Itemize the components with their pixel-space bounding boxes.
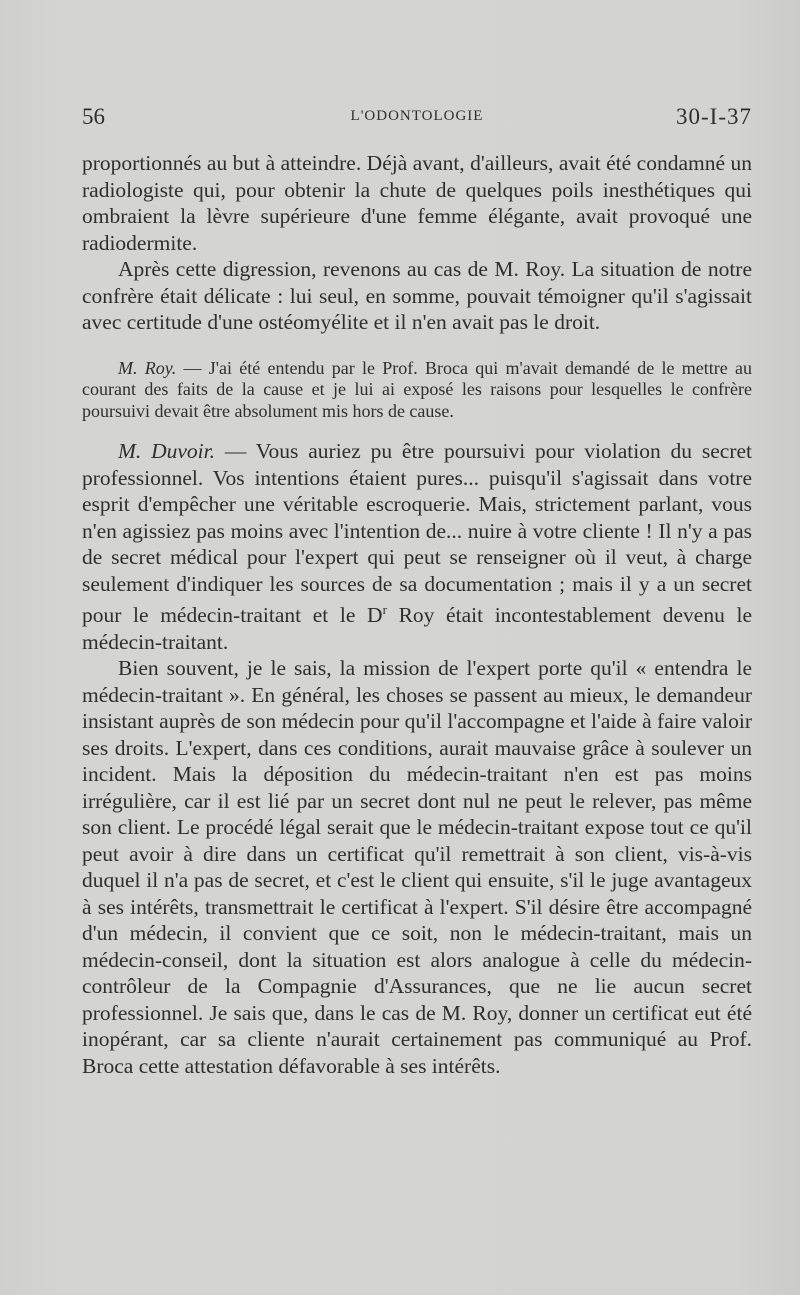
- paragraph-2: Après cette digression, revenons au cas de M. Roy. La situation de notre confrère était délicate : lui seul, en somme, pouvait témoigner qu'il s'agissait avec certitude d'une ostéomyélite et il n'en avait pas le droit.: [82, 257, 752, 334]
- duvoir-statement-b: Roy était incontestablement devenu le médecin-traitant.: [82, 603, 753, 654]
- issue-date: 30-I-37: [676, 104, 752, 129]
- running-header: [82, 104, 752, 132]
- paragraph-5: Bien souvent, je le sais, la mission de l'expert porte qu'il « entendra le médecin-traitant ». En général, les choses se passent au mieux, le demandeur insistant auprès de son médecin pour qu'il l'accompagne et l'aide à faire valoir ses droits. L'expert, dans ces conditions, aurait mauvaise grâce à soulever un incident. Mais la déposition du médecin-traitant n'en est pas moins irrégulière, car il est lié par un secret dont nul ne peut le relever, pas même son client. Le procédé légal serait que le médecin-traitant expose tout ce qu'il peut avoir à dire dans un certificat qu'il remettrait à son client, vis-à-vis duquel il n'a pas de secret, et c'est le client qui ensuite, s'il le juge avantageux à ses intérêts, transmettrait le certificat à l'expert. S'il désire être accompagné d'un médecin, il convient que ce soit, non le médecin-traitant, mais un médecin-conseil, dont la situation est alors analogue à celle du médecin-contrôleur de la Compagnie d'Assurances, que ne lie aucun secret professionnel. Je sais que, dans le cas de M. Roy, donner un certificat eut été inopérant, car sa cliente n'aurait certainement pas communiqué au Prof. Broca cette attestation défavorable à ses intérêts.: [82, 656, 752, 1078]
- paragraph-1: proportionnés au but à atteindre. Déjà avant, d'ailleurs, avait été condamné un radiologiste qui, pour obtenir la chute de quelques poils inesthétiques qui ombraient la lèvre supérieure d'une femme élégante, avait provoqué une radiodermite.: [82, 151, 752, 255]
- paragraph-duvoir: [82, 438, 752, 655]
- journal-title: L'ODONTOLOGIE: [350, 108, 484, 124]
- doctor-abbrev-sup: r: [382, 602, 387, 617]
- page-number: 56: [82, 104, 105, 129]
- speaker-duvoir: M. Duvoir.: [118, 439, 216, 463]
- duvoir-statement-a: — Vous auriez pu être poursuivi pour violation du secret professionnel. Vos intentions étaient pures... puisqu'il s'agissait dans votre esprit d'empêcher une véritable escroquerie. Mais, strictement parlant, vous n'en agissiez pas moins avec l'intention de... nuire à votre cliente ! Il n'y a pas de secret médical pour l'expert qui peut se renseigner où il veut, à charge seulement d'indiquer les sources de sa documentation ; mais il y a un secret pour le médecin-traitant et le D: [82, 439, 753, 628]
- page-body: [82, 150, 752, 1079]
- paragraph-roy: [82, 358, 752, 423]
- speaker-roy: M. Roy.: [118, 357, 177, 378]
- roy-statement: — J'ai été entendu par le Prof. Broca qui m'avait demandé de le mettre au courant des faits de la cause et je lui ai exposé les raisons pour lesquelles le confrère poursuivi devait être absolument mis hors de cause.: [82, 357, 752, 421]
